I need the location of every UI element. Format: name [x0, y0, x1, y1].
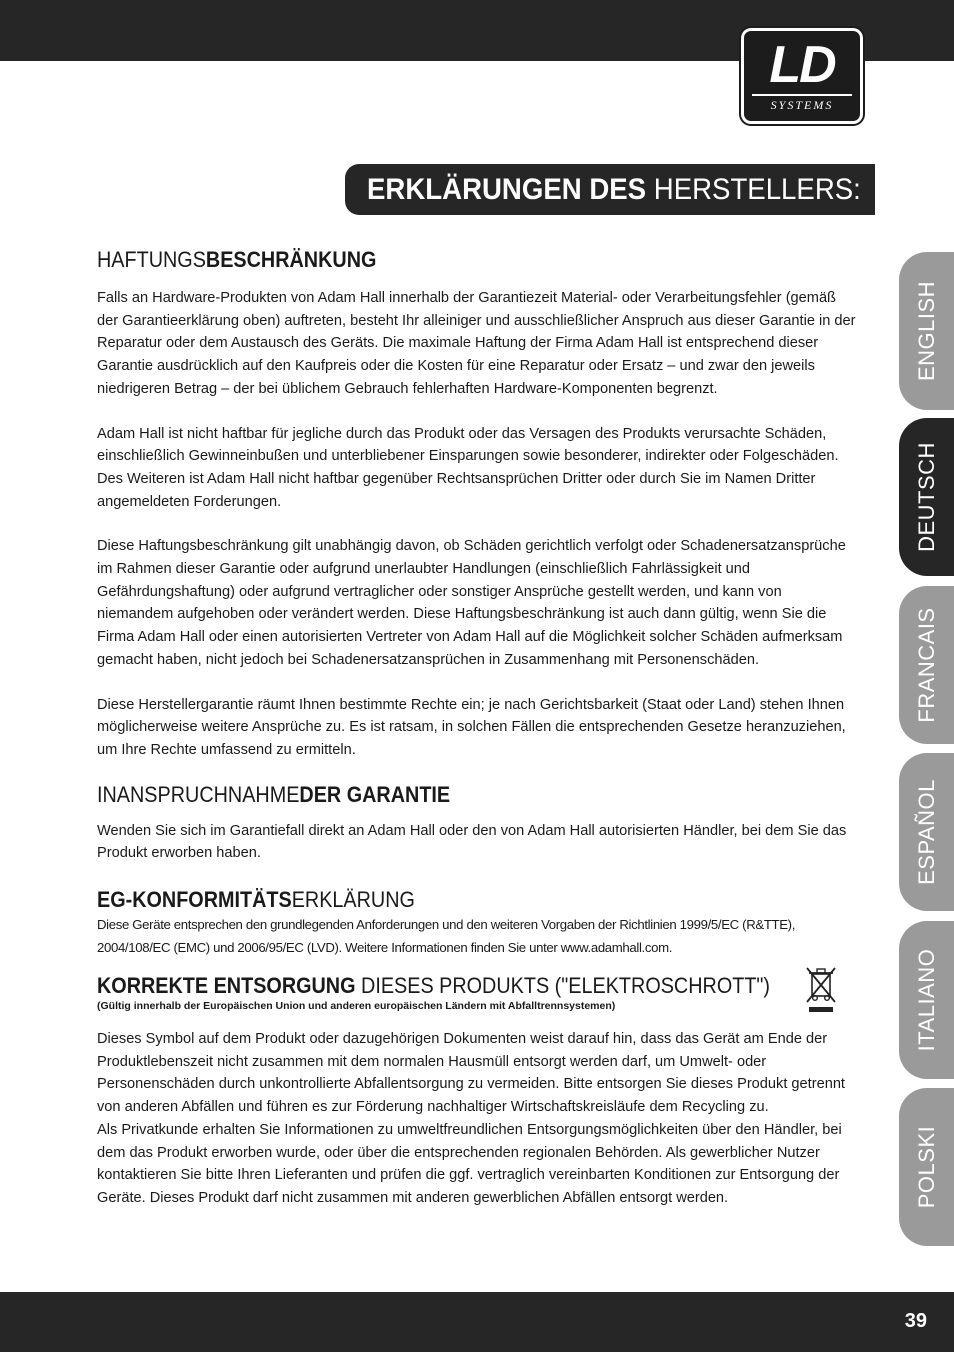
- liability-heading: [97, 245, 783, 275]
- disposal-heading-row: [97, 971, 859, 1001]
- claim-heading-bold: DER GARANTIE: [299, 781, 451, 807]
- claim-heading-light: INANSPRUCHNAHME: [97, 781, 300, 807]
- tab-deutsch[interactable]: [899, 418, 954, 576]
- main-content: [97, 245, 859, 1210]
- tab-italiano-label: ITALIANO: [914, 948, 939, 1052]
- claim-heading: [97, 780, 783, 810]
- tab-espanol-label: ESPAÑOL: [914, 779, 939, 885]
- liability-paragraph-4: Diese Herstellergarantie räumt Ihnen bestimmte Rechte ein; je nach Gerichtsbarkeit (Staat oder Land) stehen Ihnen möglicherweise weitere Ansprüche zu. Es ist ratsam, in solchen Fällen die entsprechenden Gesetze heranzuziehen, um Ihre Rechte umfassend zu ermitteln.: [97, 696, 846, 758]
- disposal-paragraph-2: Als Privatkunde erhalten Sie Informationen zu umweltfreundlichen Entsorgungsmöglichkeiten über den Händler, bei dem das Produkt erworben wurde, oder über die entsprechenden regionalen Behörden. Als gewerblicher Nutzer kontaktieren Sie bitte Ihren Lieferanten und prüfen die ggf. vertraglich vereinbarten Konditionen zur Entsorgung der Geräte. Dieses Produkt darf nicht zusammen mit anderen gewerblichen Abfällen entsorgt werden.: [97, 1121, 842, 1206]
- tab-italiano[interactable]: [899, 921, 954, 1079]
- conformity-heading-bold: EG-KONFORMITÄTS: [97, 887, 292, 913]
- tab-polski[interactable]: [899, 1088, 954, 1246]
- conformity-paragraph: Diese Geräte entsprechen den grundlegenden Anforderungen und den weiteren Vorgaben der Richtlinien 1999/5/EC (R&TTE), 2004/108/EC (EMC) und 2006/95/EC (LVD). Weitere Informationen finden Sie unter www.adamhall.com.: [97, 917, 796, 955]
- disposal-note: (Gültig innerhalb der Europäischen Union und anderen europäischen Ländern mit Abfalltrennsystemen): [97, 1000, 616, 1013]
- page-title-light: HERSTELLERS:: [646, 173, 861, 206]
- tab-english-label: ENGLISH: [914, 280, 939, 382]
- page-title: [367, 172, 861, 208]
- title-banner: [345, 164, 875, 215]
- ld-systems-logo: [741, 28, 863, 124]
- conformity-heading: [97, 885, 783, 915]
- bottom-bar: [0, 1292, 954, 1352]
- liability-paragraph-3: Diese Haftungsbeschränkung gilt unabhängig davon, ob Schäden gerichtlich verfolgt oder Schadenersatzansprüche im Rahmen dieser Garantie oder aufgrund unerlaubter Handlungen (einschließlich Fahrlässigkeit und Gefährdungshaftung) oder aufgrund vertraglicher oder sonstiger Ansprüche gestellt werden, und kann von niemandem aufgehoben oder verändert werden. Diese Haftungsbeschränkung ist auch dann gültig, wenn Sie die Firma Adam Hall oder einen autorisierten Vertreter von Adam Hall auf die Möglichkeit solcher Schäden aufmerksam gemacht haben, nicht jedoch bei Schadenersatzansprüchen in Zusammenhang mit Personenschäden.: [97, 538, 846, 668]
- tab-francais[interactable]: [899, 586, 954, 744]
- logo-systems: SYSTEMS: [752, 94, 852, 114]
- claim-paragraph: Wenden Sie sich im Garantiefall direkt an Adam Hall oder den von Adam Hall autorisierten Händler, bei dem Sie das Produkt erworben haben.: [97, 822, 847, 862]
- disposal-heading-bold: KORREKTE ENTSORGUNG: [97, 973, 356, 999]
- logo-ld: LD: [769, 36, 835, 94]
- liability-paragraph-2: Adam Hall ist nicht haftbar für jegliche durch das Produkt oder das Versagen des Produkts verursachte Schäden, einschließlich Gewinneinbußen und unterbliebener Einsparungen sowie besonderer, indirekter oder Folgeschäden. Des Weiteren ist Adam Hall nicht haftbar gegenüber Rechtsansprüchen Dritter oder durch Sie im Namen Dritter angemeldeten Forderungen.: [97, 425, 839, 510]
- liability-heading-bold: BESCHRÄNKUNG: [205, 247, 377, 272]
- tab-english[interactable]: [899, 252, 954, 410]
- page-title-bold: ERKLÄRUNGEN DES: [367, 173, 647, 206]
- disposal-paragraph-1: Dieses Symbol auf dem Produkt oder dazugehörigen Dokumenten weist darauf hin, dass das Gerät am Ende der Produktlebenszeit nicht zusammen mit dem normalen Hausmüll entsorgt werden darf, um Umwelt- oder Personenschäden durch unkontrollierte Abfallentsorgung zu vermeiden. Bitte entsorgen Sie dieses Produkt getrennt von anderen Abfällen und führen es zur Förderung nachhaltiger Wirtschaftskreisläufe dem Recycling zu.: [97, 1031, 845, 1116]
- tab-francais-label: FRANCAIS: [914, 607, 939, 723]
- weee-bin-icon: [803, 965, 839, 1013]
- tab-deutsch-label: DEUTSCH: [914, 442, 939, 552]
- disposal-heading-light: DIESES PRODUKTS ("ELEKTROSCHROTT"): [355, 973, 771, 999]
- liability-heading-light: HAFTUNGS: [97, 247, 206, 272]
- disposal-heading: [97, 971, 770, 1001]
- tab-espanol[interactable]: [899, 753, 954, 911]
- conformity-heading-light: ERKLÄRUNG: [291, 887, 415, 913]
- tab-polski-label: POLSKI: [914, 1125, 939, 1209]
- page-number: 39: [904, 1310, 927, 1332]
- liability-paragraph-1: Falls an Hardware-Produkten von Adam Hall innerhalb der Garantiezeit Material- oder Verarbeitungsfehler (gemäß der Garantieerklärung oben) auftreten, besteht Ihr alleiniger und ausschließlicher Anspruch aus dieser Garantie in der Reparatur oder dem Austausch des Geräts. Die maximale Haftung der Firma Adam Hall ist entsprechend dieser Garantie ausdrücklich auf den Kaufpreis oder die Kosten für eine Reparatur oder Ersatz – und zwar den jeweils niedrigeren Betrag – der bei üblichem Gebrauch fehlerhaften Hardware-Komponenten begrenzt.: [97, 290, 856, 397]
